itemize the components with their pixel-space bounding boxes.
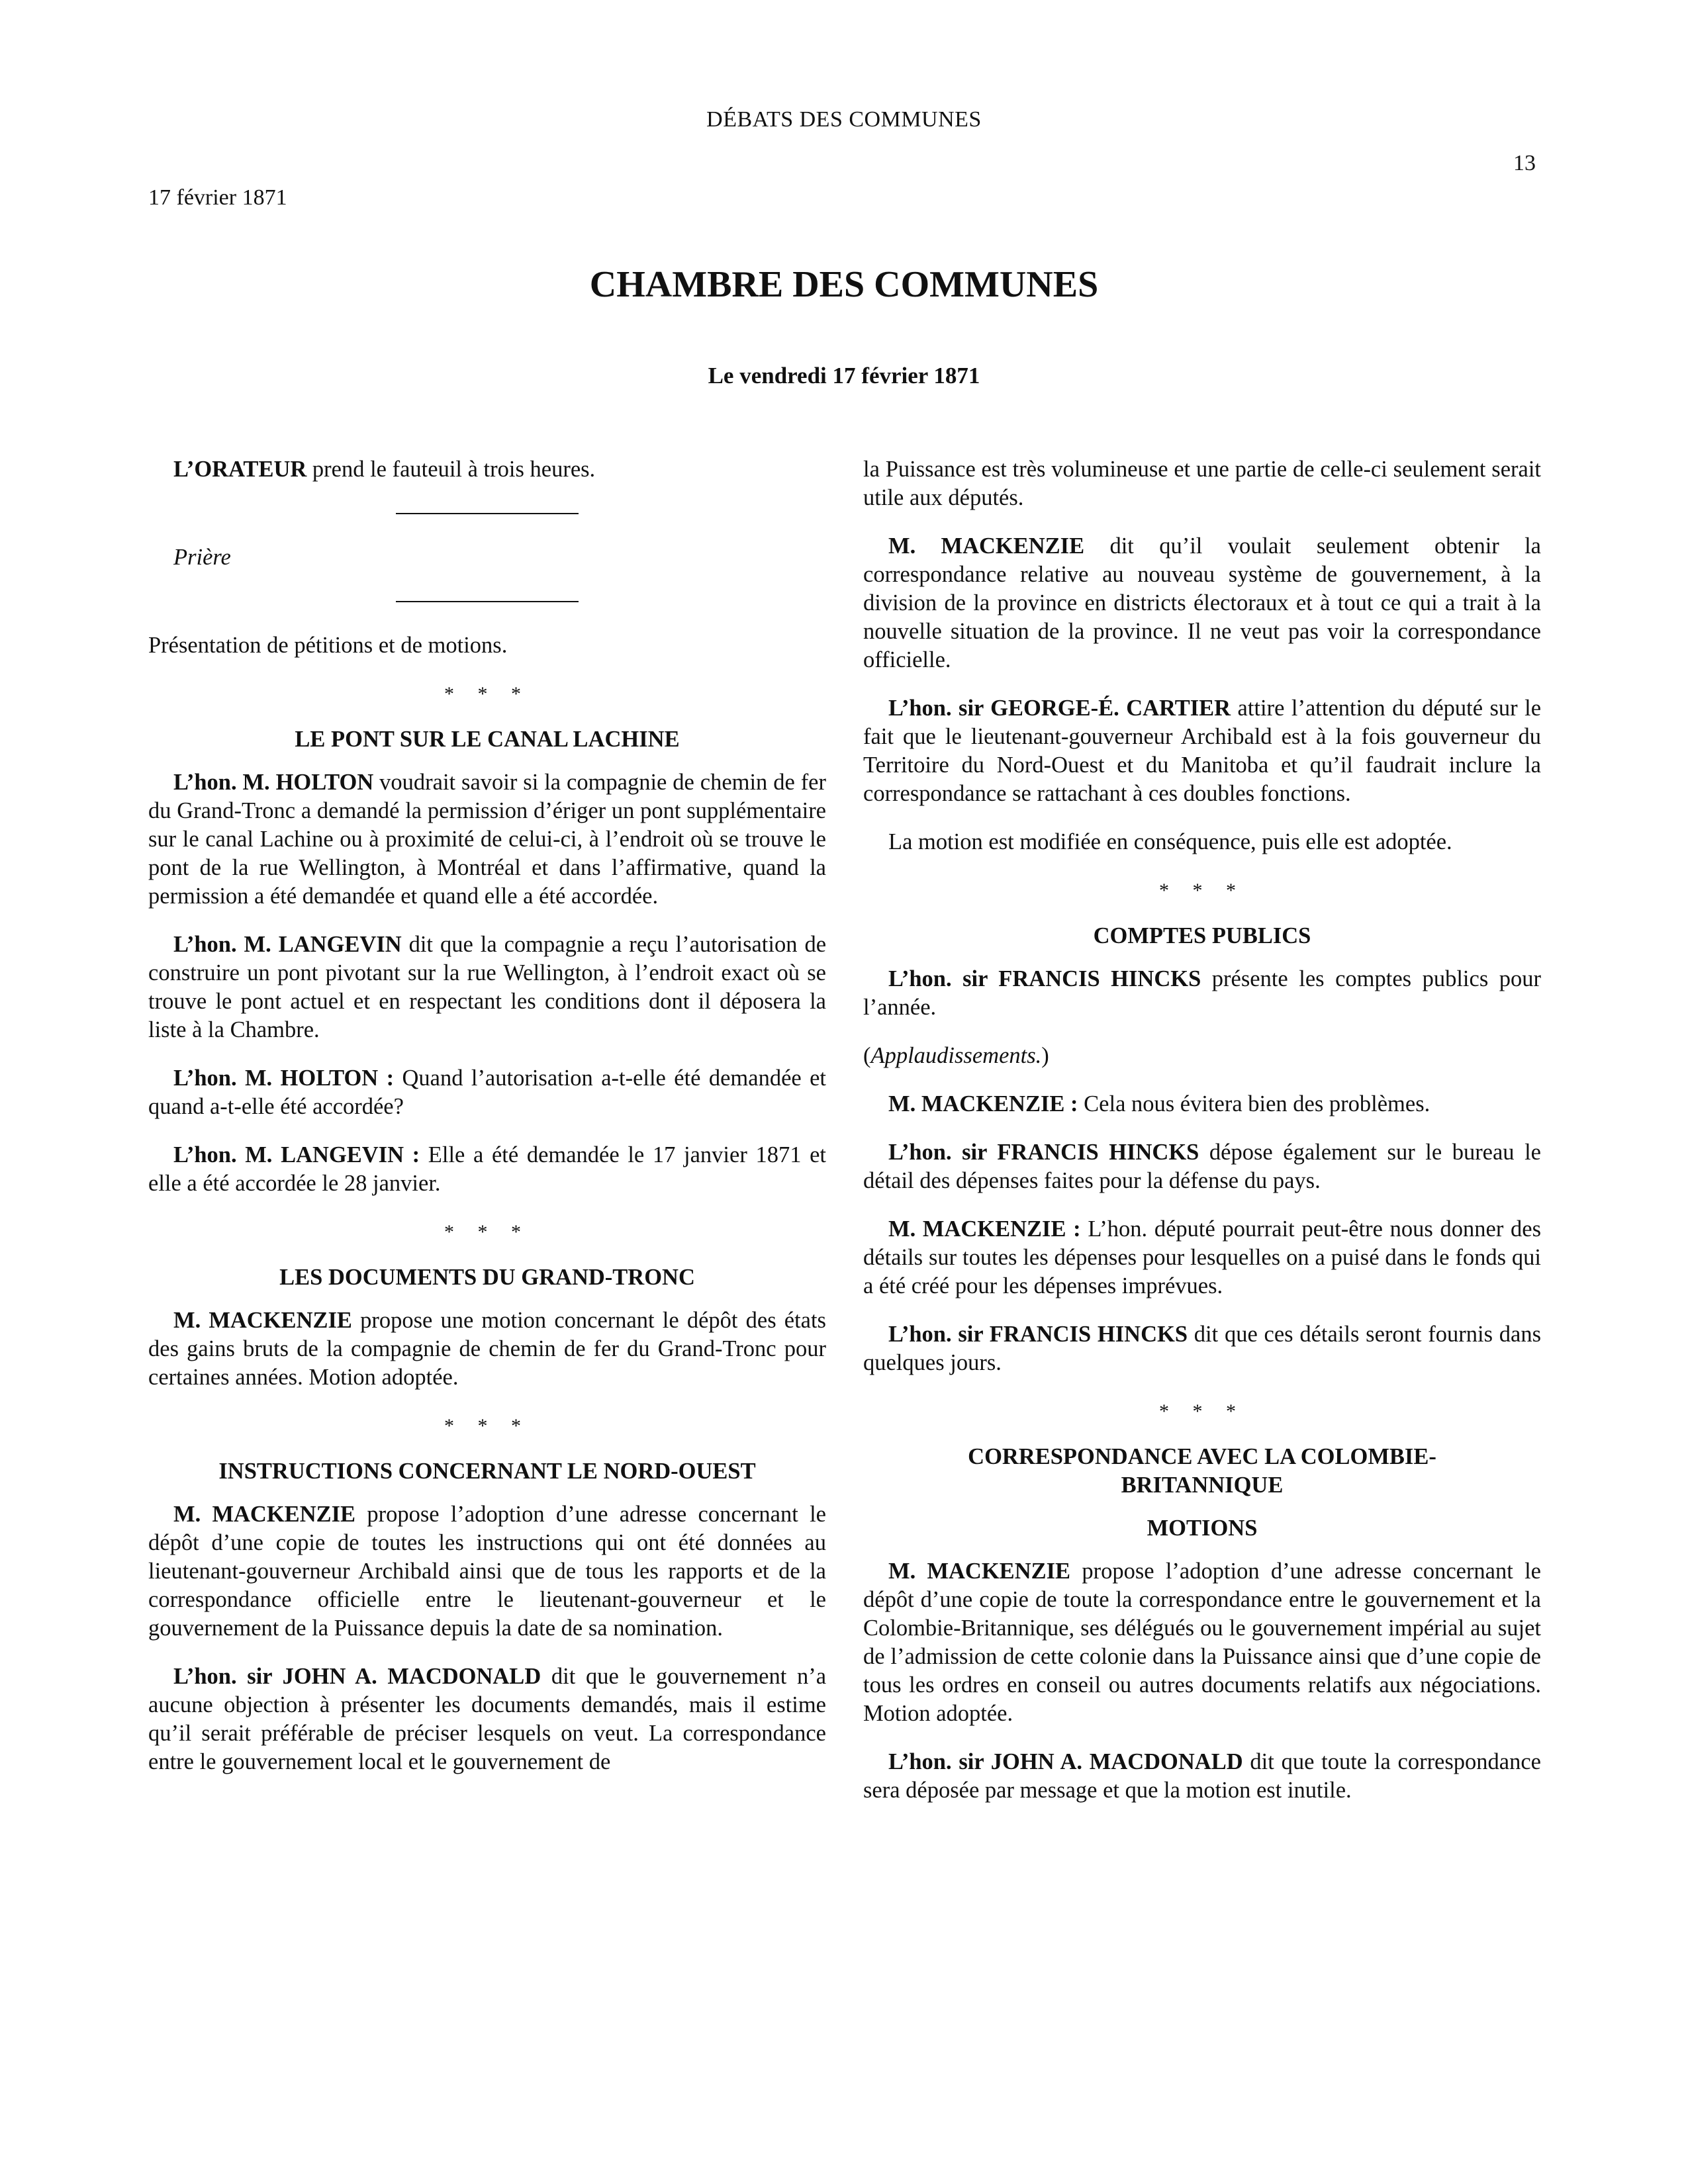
speech-text: voudrait savoir si la compagnie de chemin de fer du Grand-Tronc a demandé la permission d’ériger un pont supplémentaire sur le canal Lachine ou à proximité de celui-ci, à l’endroit où se trouve le pont de la rue Wellington, à Montréal et dans l’affirmative, quand la permission a été demandée et quand elle a été accordée. <box>148 770 826 909</box>
paragraph-mackenzie-5 <box>863 1215 1541 1300</box>
speaker-name: L’hon. M. HOLTON : <box>173 1066 395 1091</box>
speaker-name: L’hon. M. LANGEVIN <box>173 932 402 957</box>
speech-text: dit qu’il voulait seulement obtenir la correspondance relative au nouveau système de gouvernement, à la division de la province en districts électoraux et à tout ce qui a trait à la nouvelle situation de la province. Il ne veut pas voir la correspondance officielle. <box>863 533 1541 672</box>
section-heading-comptes-publics: COMPTES PUBLICS <box>1093 923 1311 948</box>
paren-close: ) <box>1041 1043 1049 1068</box>
speech-text: Cela nous évitera bien des problèmes. <box>1078 1091 1430 1116</box>
presentation-line: Présentation de pétitions et de motions. <box>148 633 508 658</box>
section-heading-motions: MOTIONS <box>1147 1516 1258 1541</box>
section-heading-grand-tronc: LES DOCUMENTS DU GRAND-TRONC <box>279 1265 695 1290</box>
divider-rule <box>396 513 579 514</box>
speaker-name: L’ORATEUR <box>173 457 307 482</box>
speech-text: L’hon. député pourrait peut-être nous donner des détails sur toutes les dépenses pour lesquelles on a puisé dans le fonds qui a été créé pour les dépenses imprévues. <box>863 1216 1542 1298</box>
section-separator: * * * <box>444 1221 530 1243</box>
paragraph-cartier <box>863 694 1541 808</box>
paragraph-langevin-1 <box>148 931 826 1044</box>
section-heading-pont: LE PONT SUR LE CANAL LACHINE <box>295 727 680 752</box>
speaker-name: M. MACKENZIE : <box>888 1216 1081 1242</box>
speaker-name: L’hon. sir GEORGE-É. CARTIER <box>888 696 1231 721</box>
date-line: 17 février 1871 <box>148 185 287 210</box>
speaker-name: L’hon. sir FRANCIS HINCKS <box>888 966 1201 991</box>
speaker-name: L’hon. M. LANGEVIN : <box>173 1142 420 1167</box>
speech-text: dit que toute la correspondance sera déposée par message et que la motion est inutile. <box>863 1749 1541 1803</box>
speaker-name: L’hon. M. HOLTON <box>173 770 374 795</box>
section-separator: * * * <box>1159 880 1245 901</box>
speech-text: Quand l’autorisation a-t-elle été demandée et quand a-t-elle été accordée? <box>148 1066 826 1119</box>
speech-text: dit que la compagnie a reçu l’autorisation de construire un pont pivotant sur la rue Wellington, à l’endroit exact où se trouve le pont actuel et en respectant les conditions dont il déposera la liste à la Chambre. <box>148 932 827 1042</box>
paragraph-mackenzie-2 <box>148 1500 826 1643</box>
speech-text: dépose également sur le bureau le détail des dépenses faites pour la défense du pays. <box>863 1140 1541 1193</box>
sitting-date: Le vendredi 17 février 1871 <box>708 363 980 388</box>
paragraph-continuation: la Puissance est très volumineuse et une partie de celle-ci seulement serait utile aux députés. <box>863 457 1541 510</box>
speech-text: dit que le gouvernement n’a aucune objection à présenter les documents demandés, mais il estime qu’il serait préférable de préciser lesquels on veut. La correspondance entre le gouvernement local et le gouvernement de <box>148 1664 827 1774</box>
speech-text: Elle a été demandée le 17 janvier 1871 et elle a été accordée le 28 janvier. <box>148 1142 827 1196</box>
left-column <box>148 455 826 2077</box>
paragraph-macdonald-2 <box>863 1748 1541 1805</box>
section-separator: * * * <box>444 1415 530 1437</box>
paragraph-holton-2 <box>148 1064 826 1121</box>
speaker-name: M. MACKENZIE <box>173 1308 352 1333</box>
speaker-name: L’hon. sir JOHN A. MACDONALD <box>173 1664 541 1689</box>
speaker-name: M. MACKENZIE : <box>888 1091 1078 1116</box>
section-heading-colombie: CORRESPONDANCE AVEC LA COLOMBIE-BRITANNIQUE <box>968 1444 1436 1498</box>
speaker-name: M. MACKENZIE <box>173 1502 356 1527</box>
speaker-name: L’hon. sir FRANCIS HINCKS <box>888 1322 1188 1347</box>
paragraph-applause <box>863 1042 1541 1070</box>
paragraph-hincks-2 <box>863 1138 1541 1195</box>
section-separator: * * * <box>1159 1400 1245 1422</box>
running-head: DÉBATS DES COMMUNES <box>706 107 982 132</box>
speech-text: prend le fauteuil à trois heures. <box>306 457 596 482</box>
paragraph-orateur <box>148 455 826 484</box>
speech-text: dit que ces détails seront fournis dans quelques jours. <box>863 1322 1541 1375</box>
paren-open: ( <box>863 1043 871 1068</box>
paragraph-hincks-1 <box>863 965 1541 1022</box>
paragraph-mackenzie-3 <box>863 532 1541 674</box>
speech-text: propose l’adoption d’une adresse concernant le dépôt d’une copie de toutes les instructions qui ont été données au lieutenant-gouverneur Archibald ainsi que de tous les rapports et de la correspondance officielle entre le lieutenant-gouverneur et le gouvernement de la Puissance depuis la date de sa nomination. <box>148 1502 826 1641</box>
section-heading-nord-ouest: INSTRUCTIONS CONCERNANT LE NORD-OUEST <box>218 1459 756 1484</box>
speech-text: attire l’attention du député sur le fait que le lieutenant-gouverneur Archibald est à la fois gouverneur du Territoire du Nord-Ouest et du Manitoba et qu’il faudrait inclure la correspondance se rattachant à ces doubles fonctions. <box>863 696 1542 806</box>
speech-text: propose l’adoption d’une adresse concernant le dépôt d’une copie de toute la correspondance entre le gouvernement et la Colombie-Britannique, ses délégués ou le gouvernement impérial au sujet de l’admission de cette colonie dans la Puissance ainsi que d’une copie de tous les ordres en conseil ou autres documents relatifs aux négociations. Motion adoptée. <box>863 1559 1541 1726</box>
paragraph-macdonald-1 <box>148 1662 826 1776</box>
paragraph-hincks-3 <box>863 1320 1541 1377</box>
right-column <box>863 455 1541 2077</box>
speech-text: présente les comptes publics pour l’année. <box>863 966 1541 1020</box>
speaker-name: L’hon. sir JOHN A. MACDONALD <box>888 1749 1243 1774</box>
paragraph-langevin-2 <box>148 1141 826 1198</box>
page-number: 13 <box>1513 151 1536 175</box>
paragraph-motion-modifiee: La motion est modifiée en conséquence, puis elle est adoptée. <box>888 829 1452 854</box>
page-title: CHAMBRE DES COMMUNES <box>589 264 1099 305</box>
divider-rule <box>396 601 579 602</box>
section-separator: * * * <box>444 683 530 705</box>
speaker-name: M. MACKENZIE <box>888 533 1085 559</box>
applause-text: Applaudissements. <box>870 1043 1042 1068</box>
speaker-name: M. MACKENZIE <box>888 1559 1071 1584</box>
paragraph-mackenzie-4 <box>863 1090 1541 1118</box>
speaker-name: L’hon. sir FRANCIS HINCKS <box>888 1140 1199 1165</box>
paragraph-mackenzie-6 <box>863 1557 1541 1728</box>
priere-label: Prière <box>173 545 231 570</box>
body-columns <box>148 455 1541 2077</box>
paragraph-mackenzie-1 <box>148 1306 826 1392</box>
paragraph-holton-1 <box>148 768 826 911</box>
speech-text: propose une motion concernant le dépôt des états des gains bruts de la compagnie de chemin de fer du Grand-Tronc pour certaines années. Motion adoptée. <box>148 1308 826 1390</box>
